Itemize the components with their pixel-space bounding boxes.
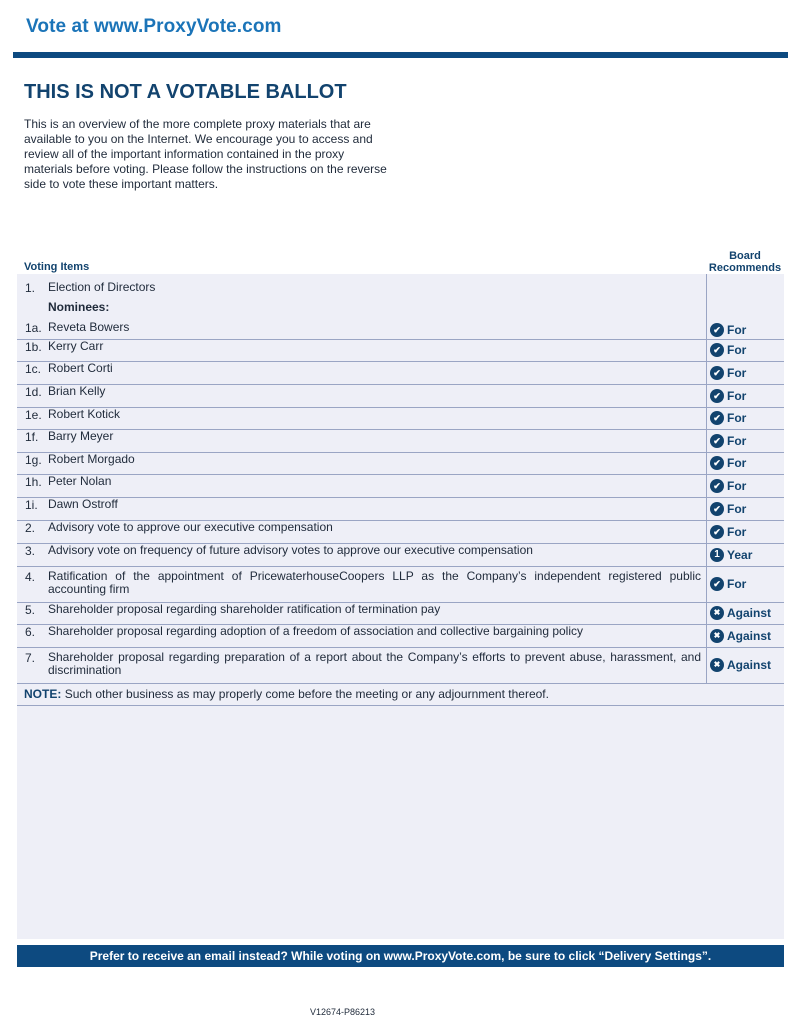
recommends-label: Recommends <box>708 262 782 274</box>
voting-item-row <box>17 429 784 453</box>
recommendation-label: For <box>727 343 747 357</box>
x-circle-icon: ✖ <box>710 606 724 620</box>
recommendation-label: For <box>727 502 747 516</box>
item-text: Shareholder proposal regarding adoption of a freedom of association and collective bargaining policy <box>48 624 584 638</box>
check-circle-icon: ✔ <box>710 577 724 591</box>
item-number: 1i. <box>25 498 38 512</box>
board-recommendation <box>710 525 746 539</box>
board-recommendation <box>710 577 746 591</box>
item-text: Reveta Bowers <box>48 320 130 334</box>
footer-banner: Prefer to receive an email instead? While voting on www.ProxyVote.com, be sure to click “Delivery Settings”. <box>17 945 784 967</box>
item-number: 4. <box>25 570 36 584</box>
board-recommendation <box>710 606 771 620</box>
x-circle-icon: ✖ <box>710 629 724 643</box>
check-circle-icon: ✔ <box>710 366 724 380</box>
check-circle-icon: ✔ <box>710 343 724 357</box>
voting-item-row <box>17 407 784 430</box>
item-number: 5. <box>25 603 36 617</box>
item-text: Peter Nolan <box>48 474 112 488</box>
voting-item-row <box>17 320 784 340</box>
recommendation-label: For <box>727 434 747 448</box>
recommendation-label: For <box>727 366 747 380</box>
item-text: Shareholder proposal regarding shareholder ratification of termination pay <box>48 602 441 616</box>
board-recommendation <box>710 389 746 403</box>
voting-item-row <box>17 602 784 625</box>
board-label: Board <box>729 250 761 262</box>
board-recommendation <box>710 629 771 643</box>
recommendation-label: For <box>727 456 747 470</box>
recommendation-label: For <box>727 411 747 425</box>
board-recommendation <box>710 456 746 470</box>
nominees-label: Nominees: <box>48 300 110 314</box>
column-header-board-recommends <box>705 250 785 274</box>
recommendation-label: For <box>727 577 747 591</box>
item-text: Ratification of the appointment of PricewaterhouseCoopers LLP as the Company’s independent registered public accounting firm <box>48 569 701 596</box>
check-circle-icon: ✔ <box>710 525 724 539</box>
item-number: 1d. <box>25 385 42 399</box>
recommendation-label: Against <box>727 629 772 643</box>
item-text: Shareholder proposal regarding preparation of a report about the Company’s efforts to prevent abuse, harassment, and discrimination <box>48 650 701 677</box>
item-text: Robert Morgado <box>48 452 135 466</box>
header-rule <box>13 52 788 58</box>
check-circle-icon: ✔ <box>710 434 724 448</box>
check-circle-icon: ✔ <box>710 456 724 470</box>
recommendation-label: Year <box>727 548 753 562</box>
number-one-circle-icon: 1 <box>710 548 724 562</box>
item-number: 1a. <box>25 321 42 335</box>
item-text: Advisory vote on frequency of future advisory votes to approve our executive compensation <box>48 543 533 557</box>
check-circle-icon: ✔ <box>710 411 724 425</box>
voting-item-row <box>17 384 784 408</box>
item-number: 3. <box>25 544 36 558</box>
voting-item-row <box>17 566 784 603</box>
recommendation-label: For <box>727 479 747 493</box>
board-recommendation <box>710 323 746 337</box>
item-text: Brian Kelly <box>48 384 106 398</box>
recommendation-label: For <box>727 323 747 337</box>
check-circle-icon: ✔ <box>710 479 724 493</box>
note-label: NOTE: <box>24 687 62 701</box>
voting-item-row <box>17 647 784 684</box>
board-recommendation <box>710 502 746 516</box>
column-header-voting-items: Voting Items <box>24 261 90 273</box>
item-text: Barry Meyer <box>48 429 114 443</box>
document-code: V12674-P86213 <box>310 1007 376 1017</box>
item-number: 7. <box>25 651 36 665</box>
item-text: Kerry Carr <box>48 339 104 353</box>
item-number: 2. <box>25 521 36 535</box>
recommendation-label: Against <box>727 658 772 672</box>
voting-item-row <box>17 452 784 475</box>
header-title: Vote at www.ProxyVote.com <box>26 16 282 37</box>
item-text: Robert Kotick <box>48 407 121 421</box>
item-text: Robert Corti <box>48 361 113 375</box>
voting-item-row <box>17 624 784 648</box>
item-text: Dawn Ostroff <box>48 497 118 511</box>
item-number: 6. <box>25 625 36 639</box>
election-number: 1. <box>25 281 36 295</box>
board-recommendation <box>710 366 746 380</box>
item-number: 1b. <box>25 340 42 354</box>
ballot-title: THIS IS NOT A VOTABLE BALLOT <box>24 81 347 103</box>
board-recommendation <box>710 343 746 357</box>
item-number: 1f. <box>25 430 39 444</box>
board-recommendation <box>710 411 746 425</box>
intro-paragraph: This is an overview of the more complete proxy materials that are available to you on the Internet. We encourage you to access and review all of the important information contained in the proxy materials before voting. Please follow the instructions on the reverse side to vote these important matters. <box>24 117 387 191</box>
item-number: 1e. <box>25 408 42 422</box>
election-label: Election of Directors <box>48 280 156 294</box>
recommendation-label: For <box>727 389 747 403</box>
voting-item-row <box>17 474 784 498</box>
check-circle-icon: ✔ <box>710 323 724 337</box>
board-recommendation <box>710 658 771 672</box>
voting-item-row <box>17 520 784 544</box>
note-text: Such other business as may properly come before the meeting or any adjournment thereof. <box>64 687 549 701</box>
board-recommendation <box>710 479 746 493</box>
recommendation-label: Against <box>727 606 772 620</box>
item-number: 1g. <box>25 453 42 467</box>
voting-item-row <box>17 361 784 385</box>
recommendation-label: For <box>727 525 747 539</box>
check-circle-icon: ✔ <box>710 389 724 403</box>
note-row <box>17 683 784 706</box>
voting-item-row <box>17 543 784 567</box>
voting-item-row <box>17 339 784 362</box>
item-text: Advisory vote to approve our executive compensation <box>48 520 333 534</box>
x-circle-icon: ✖ <box>710 658 724 672</box>
item-number: 1c. <box>25 362 42 376</box>
voting-item-row <box>17 497 784 521</box>
item-number: 1h. <box>25 475 42 489</box>
board-recommendation <box>710 548 752 562</box>
board-recommendation <box>710 434 746 448</box>
check-circle-icon: ✔ <box>710 502 724 516</box>
